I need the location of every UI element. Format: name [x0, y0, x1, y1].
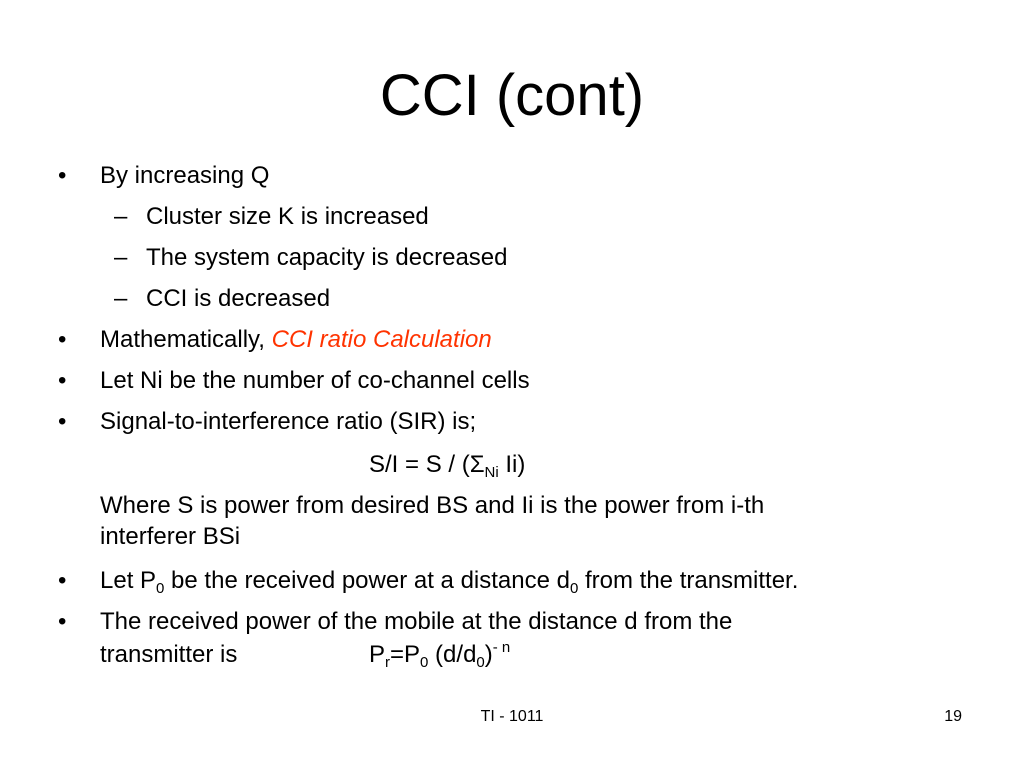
- sir-formula-rhs: Ii): [498, 451, 526, 478]
- where-line-1: Where S is power from desired BS and Ii is the power from i-th: [100, 492, 765, 519]
- mathematically-label: Mathematically,: [100, 326, 265, 353]
- bullet-icon: •: [58, 567, 67, 594]
- where-line-2: interferer BSi: [100, 523, 241, 550]
- transmitter-is-text: transmitter is: [100, 641, 238, 668]
- pr-formula: [369, 639, 510, 670]
- page-number: 19: [944, 708, 962, 725]
- cci-ratio-link[interactable]: CCI ratio Calculation: [271, 326, 492, 353]
- bullet-text-received-power: The received power of the mobile at the distance d from the: [100, 608, 733, 635]
- footer-course-code: TI - 1011: [480, 708, 544, 725]
- p0-text-3: from the transmitter.: [578, 567, 799, 594]
- bullet-text-p0: [100, 565, 940, 596]
- slide-title: CCI (cont): [379, 63, 645, 128]
- bullet-icon: •: [58, 608, 67, 635]
- bullet-icon: •: [58, 367, 67, 394]
- bullet-icon: •: [58, 408, 67, 435]
- dash-icon: –: [114, 285, 128, 312]
- pr-text-2: =P: [390, 641, 421, 668]
- bullet-text-sir: Signal-to-interference ratio (SIR) is;: [100, 408, 477, 435]
- pr-text-1: P: [369, 641, 386, 668]
- sub-bullet-text-cluster: Cluster size K is increased: [146, 203, 429, 230]
- sir-formula-lhs: S/I = S / (Σ: [369, 451, 485, 478]
- bullet-text-mathematically: [100, 324, 940, 355]
- bullet-icon: •: [58, 326, 67, 353]
- p0-text-2: be the received power at a distance d: [164, 567, 570, 594]
- bullet-icon: •: [58, 162, 67, 189]
- p0-sub-2: 0: [569, 580, 579, 597]
- dash-icon: –: [114, 244, 128, 271]
- pr-text-4: ): [484, 641, 493, 668]
- pr-text-3: (d/d: [428, 641, 477, 668]
- p0-sub-1: 0: [156, 580, 165, 597]
- pr-sub-1: r: [385, 654, 391, 671]
- sub-bullet-text-capacity: The system capacity is decreased: [146, 244, 508, 271]
- bullet-text-increasing-q: By increasing Q: [100, 162, 270, 189]
- pr-sub-2: 0: [420, 654, 429, 671]
- p0-text-1: Let P: [100, 567, 157, 594]
- sub-bullet-text-cci: CCI is decreased: [146, 285, 331, 312]
- pr-sup: - n: [492, 639, 511, 656]
- dash-icon: –: [114, 203, 128, 230]
- bullet-text-ni: Let Ni be the number of co-channel cells: [100, 367, 530, 394]
- sir-formula: [369, 449, 525, 480]
- pr-sub-3: 0: [476, 654, 485, 671]
- sir-formula-sub: Ni: [484, 464, 499, 481]
